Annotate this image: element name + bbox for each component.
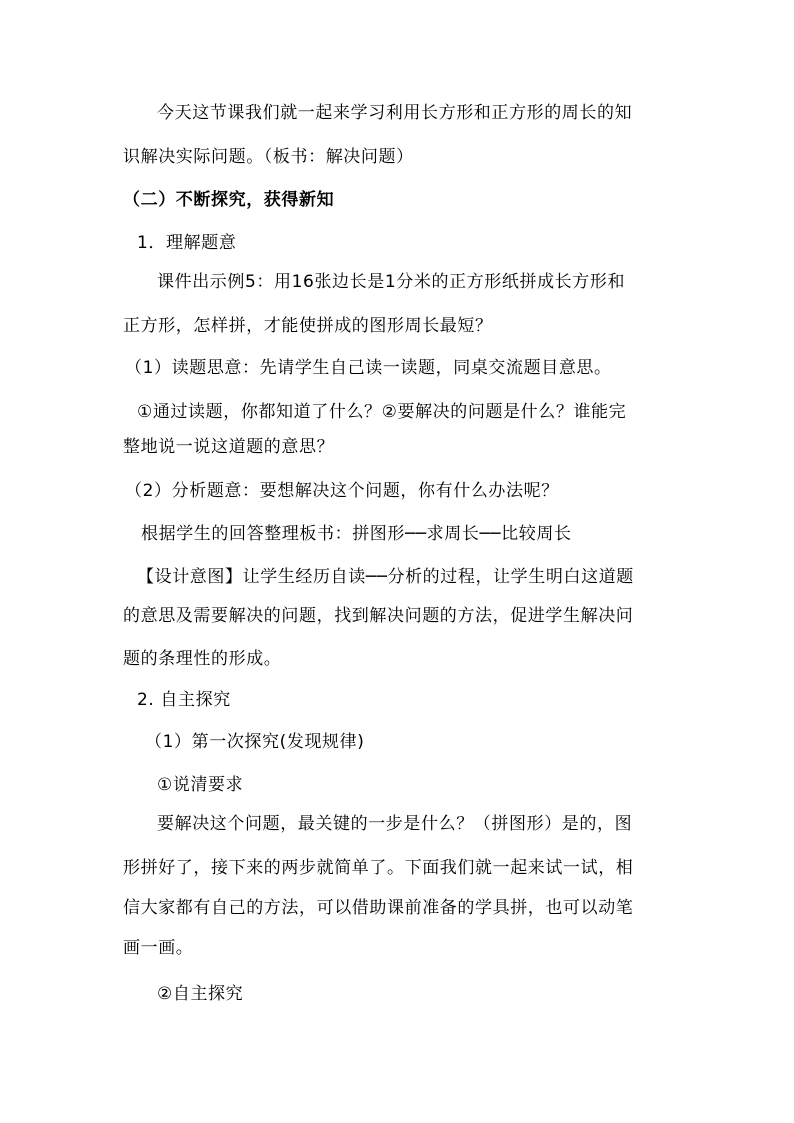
key-step-line4: 画一画。 (123, 938, 194, 958)
design-intent-line1: 【设计意图】让学生经历自读──分析的过程，让学生明白这道题 (137, 567, 634, 587)
paragraph-intro-line2: 识解决实际问题。（板书：解决问题） (123, 147, 414, 167)
design-intent-line3: 题的条理性的形成。 (123, 649, 282, 669)
subheading-2: 2. 自主探究 (137, 690, 231, 710)
paragraph-intro-line1: 今天这节课我们就一起来学习利用长方形和正方形的周长的知 (157, 103, 633, 123)
item-clarify-requirements: ①说清要求 (157, 775, 244, 795)
step-analyze-problem: （2）分析题意：要想解决这个问题，你有什么办法呢？ (125, 481, 559, 501)
subsection-first-exploration: （1）第一次探究(发现规律) (145, 732, 365, 752)
board-notes: 根据学生的回答整理板书：拼图形──求周长──比较周长 (141, 524, 572, 544)
item-independent-exploration: ②自主探究 (157, 984, 244, 1004)
key-step-line3: 信大家都有自己的方法，可以借助课前准备的学具拼，也可以动笔 (123, 898, 634, 918)
example-5-line1: 课件出示例5：用16张边长是1分米的正方形纸拼成长方形和 (157, 272, 626, 292)
step-read-problem: （1）读题思意：先请学生自己读一读题，同桌交流题目意思。 (125, 358, 612, 378)
questions-line2: 整地说一说这道题的意思？ (123, 437, 335, 457)
design-intent-line2: 的意思及需要解决的问题，找到解决问题的方法，促进学生解决问 (123, 606, 634, 626)
subheading-1: 1．理解题意 (137, 233, 237, 253)
example-5-line2: 正方形，怎样拼，才能使拼成的图形周长最短？ (123, 316, 493, 336)
key-step-line2: 形拼好了，接下来的两步就简单了。下面我们就一起来试一试，相 (123, 858, 634, 878)
key-step-line1: 要解决这个问题，最关键的一步是什么？（拼图形）是的，图 (157, 814, 633, 834)
questions-line1: ①通过读题，你都知道了什么？②要解决的问题是什么？谁能完 (137, 402, 627, 422)
section-heading-2: （二）不断探究，获得新知 (123, 190, 335, 210)
